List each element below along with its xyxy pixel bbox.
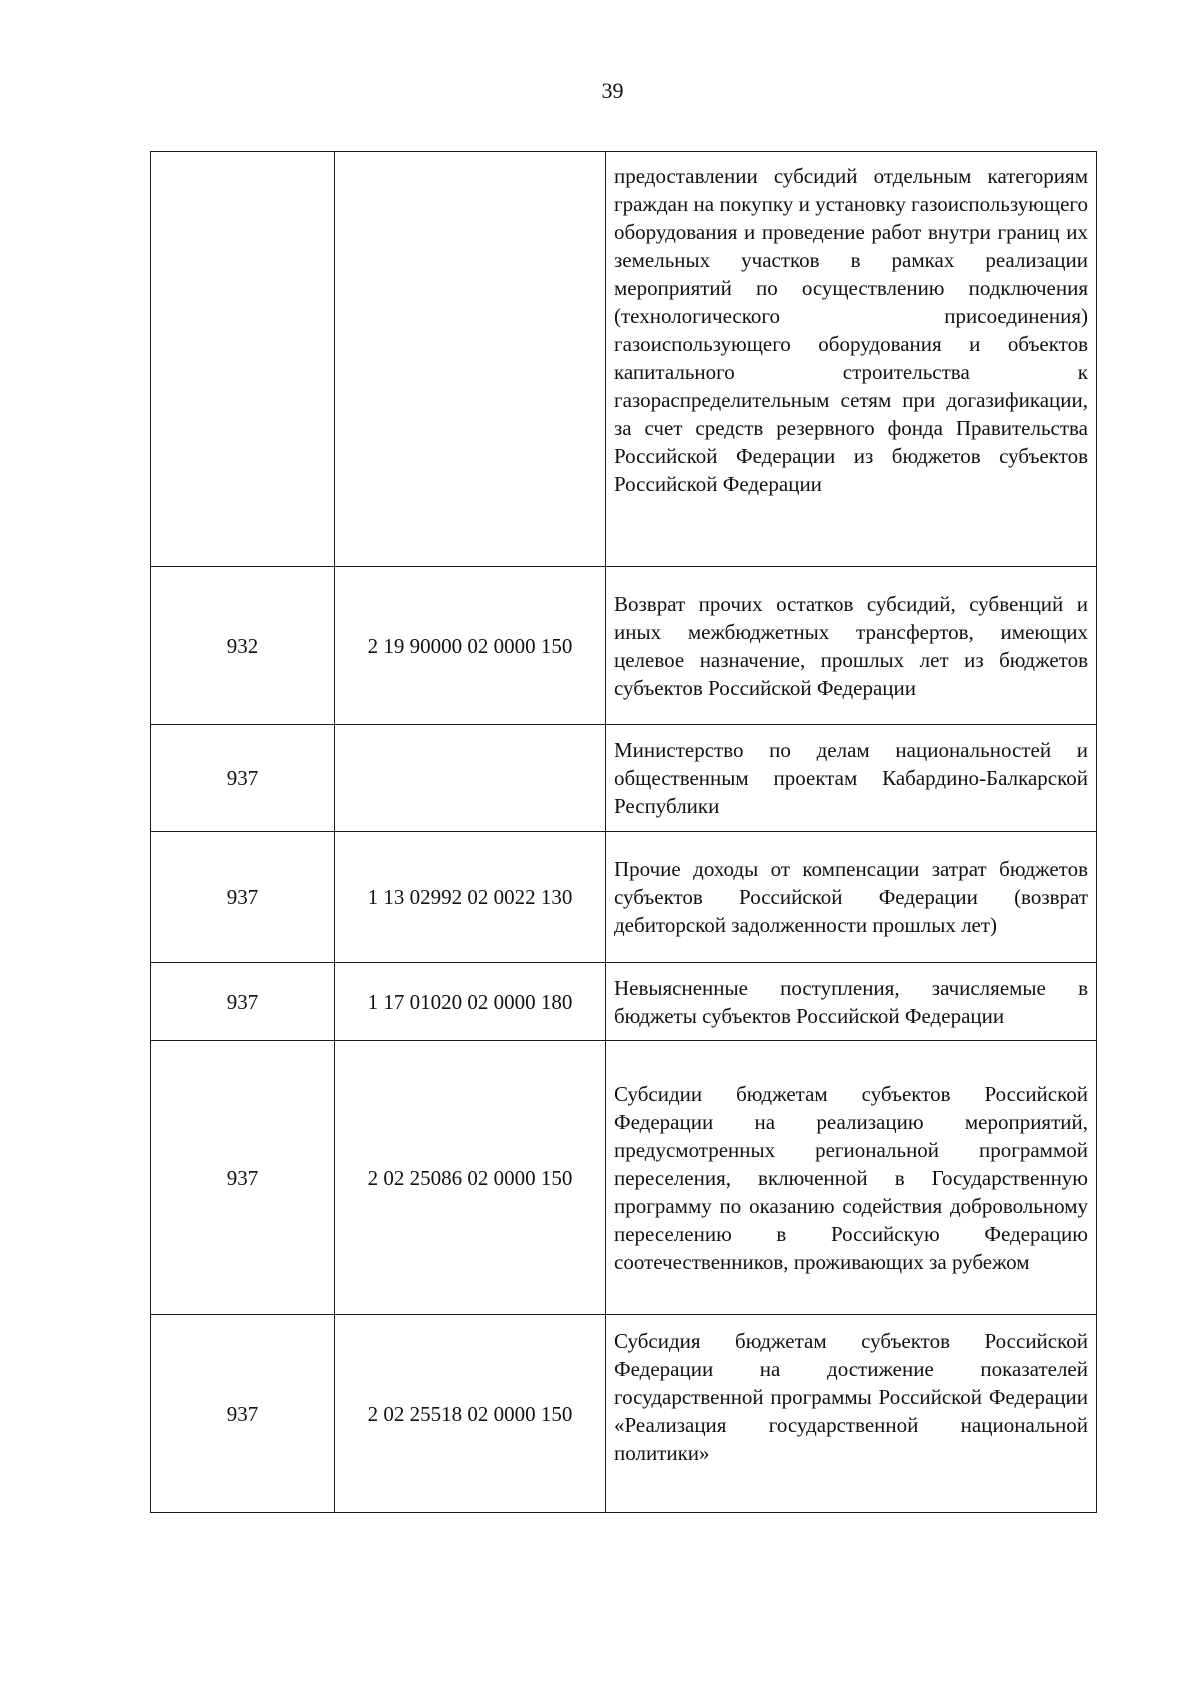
- income-code-cell: 1 13 02992 02 0022 130: [335, 832, 606, 963]
- admin-code-cell: 937: [151, 832, 335, 963]
- page-number: 39: [601, 78, 624, 103]
- income-name-cell: [606, 1315, 1097, 1513]
- table-row: [151, 1315, 1097, 1513]
- admin-code-cell: 937: [151, 1315, 335, 1513]
- table-row: [151, 567, 1097, 725]
- table-row: [151, 152, 1097, 567]
- income-name-cell: [606, 567, 1097, 725]
- table-row: [151, 963, 1097, 1041]
- income-name-cell: [606, 832, 1097, 963]
- income-name-cell: [606, 1041, 1097, 1315]
- income-name-text: предоставлении субсидий отдельным категориям граждан на покупку и установку газоиспользующего оборудования и проведение работ внутри границ их земельных участков в рамках реализации мероприятий по осуществлению подключения (технологического присоединения) газоиспользующего оборудования и объектов капитального строительства к газораспределительным сетям при догазификации, за счет средств резервного фонда Правительства Российской Федерации из бюджетов субъектов Российской Федерации: [614, 164, 1088, 496]
- income-code-cell: 1 17 01020 02 0000 180: [335, 963, 606, 1041]
- income-code-cell: 2 02 25518 02 0000 150: [335, 1315, 606, 1513]
- admin-code-cell: 937: [151, 725, 335, 832]
- income-name-cell: [606, 963, 1097, 1041]
- table-row: [151, 1041, 1097, 1315]
- income-name-text: Субсидии бюджетам субъектов Российской Федерации на реализацию мероприятий, предусмотренных региональной программой переселения, включенной в Государственную программу по оказанию содействия добровольному переселению в Российскую Федерацию соотечественников, проживающих за рубежом: [614, 1081, 1088, 1274]
- table-row: [151, 832, 1097, 963]
- table-row: [151, 725, 1097, 832]
- admin-code-cell: 937: [151, 1041, 335, 1315]
- income-name-text: Невыясненные поступления, зачисляемые в бюджеты субъектов Российской Федерации: [614, 975, 1088, 1028]
- admin-code-cell: [151, 152, 335, 567]
- income-code-cell: 2 02 25086 02 0000 150: [335, 1041, 606, 1315]
- admin-code-cell: 932: [151, 567, 335, 725]
- admin-code-cell: 937: [151, 963, 335, 1041]
- income-name-text: Министерство по делам национальностей и общественным проектам Кабардино-Балкарской Республики: [614, 738, 1088, 818]
- income-codes-table: [150, 151, 1097, 1513]
- income-name-text: Прочие доходы от компенсации затрат бюджетов субъектов Российской Федерации (возврат дебиторской задолженности прошлых лет): [614, 857, 1088, 937]
- income-code-cell: 2 19 90000 02 0000 150: [335, 567, 606, 725]
- income-name-text: Субсидия бюджетам субъектов Российской Федерации на достижение показателей государственной программы Российской Федерации «Реализация государственной национальной политики»: [614, 1329, 1088, 1465]
- income-name-text: Возврат прочих остатков субсидий, субвенций и иных межбюджетных трансфертов, имеющих целевое назначение, прошлых лет из бюджетов субъектов Российской Федерации: [614, 591, 1088, 700]
- income-code-cell: [335, 152, 606, 567]
- income-name-cell: [606, 152, 1097, 567]
- income-name-cell: [606, 725, 1097, 832]
- income-code-cell: [335, 725, 606, 832]
